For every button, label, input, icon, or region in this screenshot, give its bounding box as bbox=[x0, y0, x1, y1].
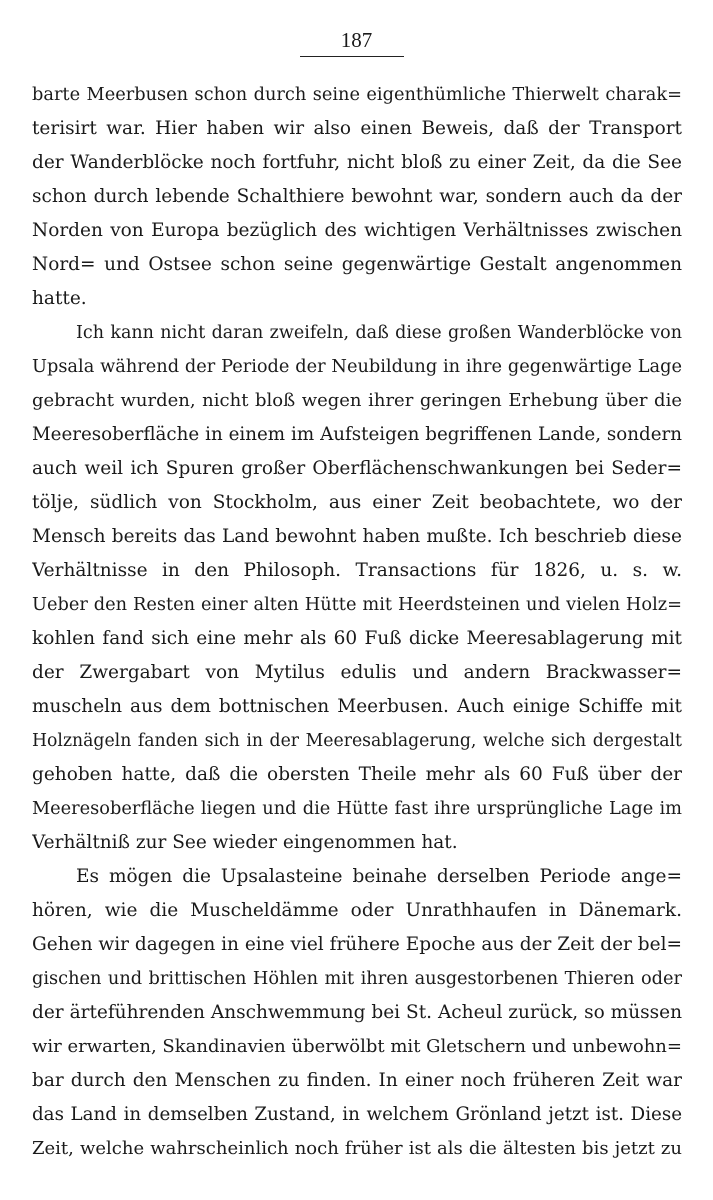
text-line: schon durch lebende Schalthiere bewohnt war, sondern auch da der bbox=[32, 186, 682, 207]
text-line: Gehen wir dagegen in eine viel frühere Epoche aus der Zeit der bel= bbox=[32, 934, 682, 955]
body-text bbox=[32, 78, 682, 1166]
text-line: gebracht wurden, nicht bloß wegen ihrer geringen Erhebung über die bbox=[32, 390, 682, 411]
text-line: Zeit, welche wahrscheinlich noch früher ist als die ältesten bis jetzt zu bbox=[32, 1138, 682, 1159]
text-line: barte Meerbusen schon durch seine eigenthümliche Thierwelt charak= bbox=[32, 85, 682, 105]
text-line: kohlen fand sich eine mehr als 60 Fuß dicke Meeresablagerung mit bbox=[32, 628, 682, 649]
text-line: das Land in demselben Zustand, in welchem Grönland jetzt ist. Diese bbox=[32, 1104, 682, 1125]
text-line: Holznägeln fanden sich in der Meeresablagerung, welche sich dergestalt bbox=[32, 731, 682, 751]
text-line: terisirt war. Hier haben wir also einen Beweis, daß der Transport bbox=[32, 118, 682, 139]
text-line: muscheln aus dem bottnischen Meerbusen. Auch einige Schiffe mit bbox=[32, 696, 682, 717]
text-line: gischen und brittischen Höhlen mit ihren ausgestorbenen Thieren oder bbox=[32, 969, 682, 989]
text-line: auch weil ich Spuren großer Oberflächenschwankungen bei Seder= bbox=[32, 458, 682, 479]
text-line: der Zwergabart von Mytilus edulis und andern Brackwasser= bbox=[32, 662, 682, 683]
text-line: bar durch den Menschen zu finden. In einer noch früheren Zeit war bbox=[32, 1070, 682, 1091]
text-line: tölje, südlich von Stockholm, aus einer Zeit beobachtete, wo der bbox=[32, 492, 682, 513]
text-line: wir erwarten, Skandinavien überwölbt mit Gletschern und unbewohn= bbox=[32, 1036, 682, 1057]
text-line: Meeresoberfläche in einem im Aufsteigen begriffenen Lande, sondern bbox=[32, 424, 682, 445]
text-line: der Wanderblöcke noch fortfuhr, nicht bloß zu einer Zeit, da die See bbox=[32, 152, 682, 173]
text-line: Meeresoberfläche liegen und die Hütte fast ihre ursprüngliche Lage im bbox=[32, 799, 682, 819]
text-line: Ich kann nicht daran zweifeln, daß diese großen Wanderblöcke von bbox=[76, 323, 682, 343]
text-line: Es mögen die Upsalasteine beinahe derselben Periode ange= bbox=[76, 866, 682, 887]
text-line: hören, wie die Muscheldämme oder Unrathhaufen in Dänemark. bbox=[32, 900, 682, 921]
text-line: Nord= und Ostsee schon seine gegenwärtige Gestalt angenommen bbox=[32, 254, 682, 275]
text-line: Upsala während der Periode der Neubildung in ihre gegenwärtige Lage bbox=[32, 357, 682, 377]
text-line: Verhältniß zur See wieder eingenommen hat. bbox=[32, 832, 458, 853]
header-rule bbox=[300, 56, 404, 57]
text-line: gehoben hatte, daß die obersten Theile mehr als 60 Fuß über der bbox=[32, 764, 682, 785]
text-line: Mensch bereits das Land bewohnt haben mußte. Ich beschrieb diese bbox=[32, 526, 682, 547]
text-line: Ueber den Resten einer alten Hütte mit Heerdsteinen und vielen Holz= bbox=[32, 595, 682, 615]
text-line: hatte. bbox=[32, 288, 87, 309]
text-line: der ärteführenden Anschwemmung bei St. Acheul zurück, so müssen bbox=[32, 1002, 682, 1023]
text-line: Verhältnisse in den Philosoph. Transactions für 1826, u. s. w. bbox=[32, 560, 682, 581]
text-line: Norden von Europa bezüglich des wichtigen Verhältnisses zwischen bbox=[32, 220, 682, 241]
page-number: 187 bbox=[340, 28, 373, 52]
